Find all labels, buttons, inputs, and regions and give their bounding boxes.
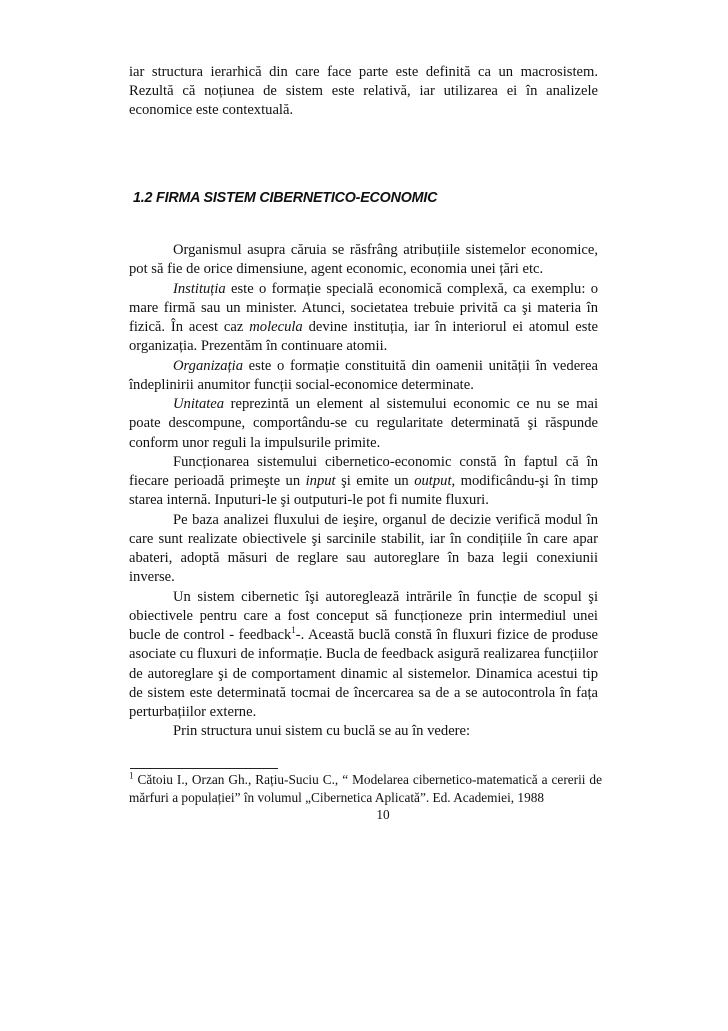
term-unitatea: Unitatea [173,396,225,412]
paragraph-functionarea [129,453,598,511]
term-organizatia: Organizația [173,357,244,374]
paragraph-functionarea-text-c: , modificându-şi în timp starea internă. Inputuri-le şi outputuri-le pot fi numite fluxuri. [129,473,598,509]
paragraph-unitatea-text: reprezintă un element al sistemului economic ce nu se mai poate descompune, comportându-se cu regularitate determinată şi răspunde conform unor reguli la impulsurile primite. [129,396,598,451]
paragraph-functionarea-text-a: Funcționarea sistemului cibernetico-economic constă în faptul că în fiecare perioadă primeşte un [129,453,598,489]
term-institutia: Instituția [173,280,226,297]
paragraph-organizatia-text: este o formație constituită din oamenii unității în vederea îndeplinirii anumitor funcții social-economice determinate. [129,357,598,393]
section-heading: 1.2 FIRMA SISTEM CIBERNETICO-ECONOMIC [133,190,438,206]
paragraph-structura: Prin structura unui sistem cu buclă se au în vedere: [173,723,471,740]
footnote-divider [130,768,278,769]
page-number: 10 [376,807,390,822]
term-molecula: molecula [249,319,303,335]
paragraph-sistem-cibernetic-text-b: -. Această buclă constă în fluxuri fizice de produse asociate cu fluxuri de informație. Bucla de feedback asigură realizarea funcțiilor de autoreglare şi de comportament dinamic al sistemelor. Dinamica acestui tip de sistem este determinată tocmai de încercarea sa de a se autocontrola în fața perturbațiilor externe. [129,627,598,720]
footnote-mark: 1 [129,770,134,781]
footnote [129,771,602,807]
term-input: input [305,473,336,489]
paragraph-analiza: Pe baza analizei fluxului de ieşire, organul de decizie verifică modul în care sunt realizate obiectivele şi sarcinile stabilit, iar în condițiile în care apar abateri, adoptă măsuri de reglare sau autoreglare în baza legii conexiunii inverse. [129,511,598,586]
paragraph-organism: Organismul asupra căruia se răsfrâng atribuțiile sistemelor economice, pot să fie de orice dimensiune, agent economic, economia unei țări etc. [129,242,598,278]
main-body [129,241,598,742]
paragraph-institutia-text-a: este o formație specială economică complexă, ca exemplu: o mare firmă sau un minister. Atunci, societatea trebuie privită ca şi materia în fizică. În acest caz [129,280,598,335]
paragraph-unitatea [129,395,598,453]
footnote-text: Cătoiu I., Orzan Gh., Rațiu-Suciu C., “ Modelarea cibernetico-matematică a cererii de mărfuri a populației” în volumul „Cibernetica Aplicată”. Ed. Academiei, 1988 [129,772,602,805]
paragraph-sistem-cibernetic [129,588,598,723]
paragraph-sistem-cibernetic-text-a: Un sistem cibernetic îşi autoreglează intrările în funcție de scopul şi obiectivele pentru care a fost conceput să funcționeze prin intermediul unei bucle de control - feedback [129,588,598,643]
intro-text: iar structura ierarhică din care face parte este definită ca un macrosistem. Rezultă că noțiunea de sistem este relativă, iar utilizarea ei în analizele economice este contextuală. [129,64,598,118]
term-output: output [414,473,452,489]
paragraph-organizatia [129,357,598,396]
footnote-reference[interactable]: 1 [291,625,296,636]
paragraph-institutia [129,280,598,357]
paragraph-functionarea-text-b: şi emite un [335,473,415,489]
intro-paragraph [129,63,598,120]
paragraph-institutia-text-b: devine instituția, iar în interiorul ei atomul este organizația. Prezentăm în continuare atomii. [129,319,598,355]
